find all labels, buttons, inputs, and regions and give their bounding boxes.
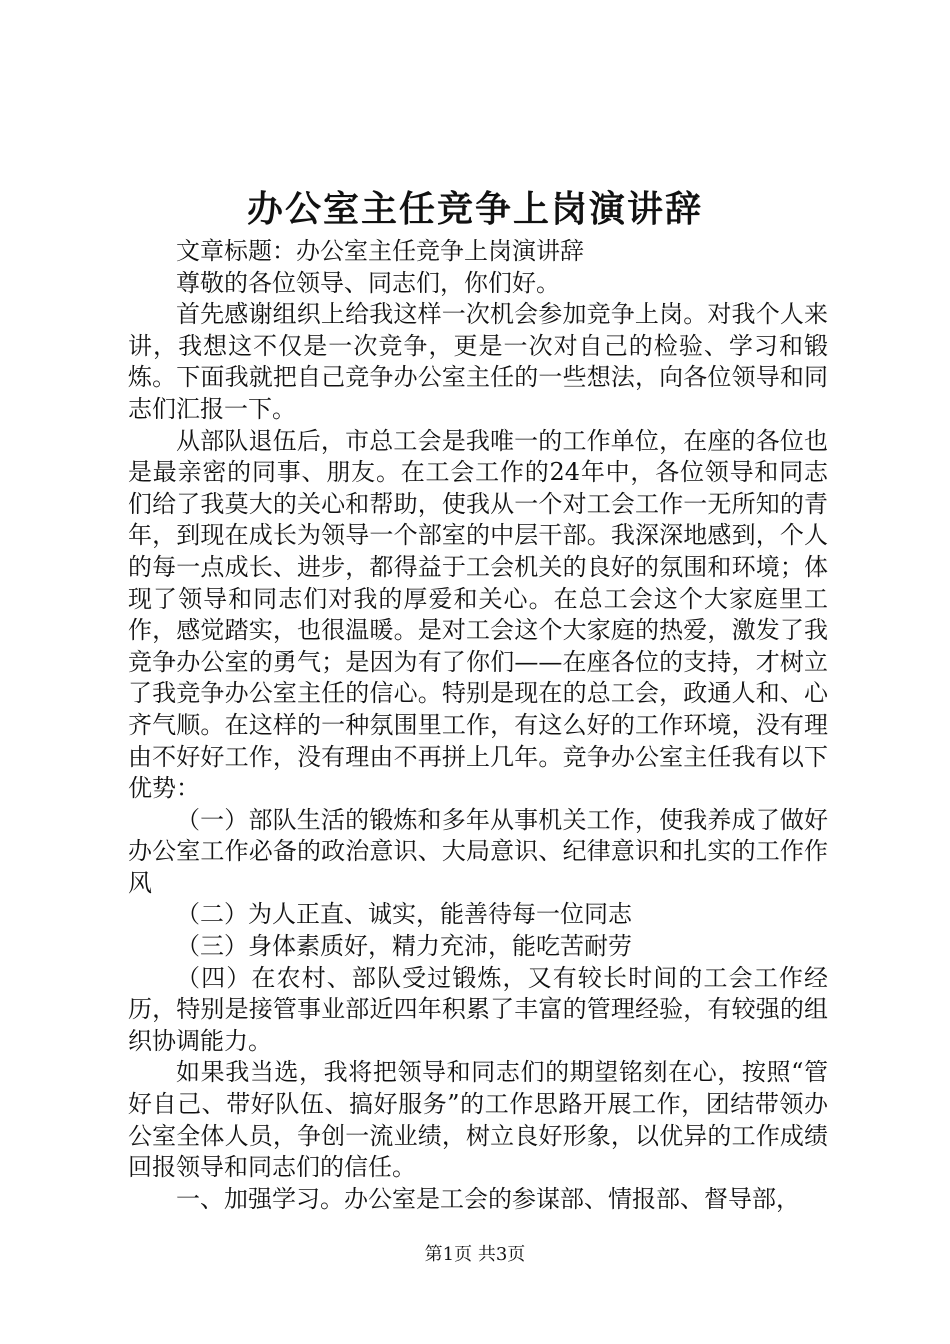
document-title: 办公室主任竞争上岗演讲辞	[246, 188, 703, 230]
paragraph-greeting: 尊敬的各位领导、同志们，你们好。	[176, 268, 560, 297]
paragraph-article-title: 文章标题：办公室主任竞争上岗演讲辞	[176, 237, 584, 265]
document-body	[128, 236, 828, 1215]
paragraph-advantage-2: （二）为人正直、诚实，能善待每一位同志	[176, 900, 632, 929]
paragraph-commitment: 如果我当选，我将把领导和同志们的期望铭刻在心，按照“管好自己、带好队伍、搞好服务”的工作思路开展工作，团结带领办公室全体人员，争创一流业绩，树立良好形象，以优异的工作成绩回报领导和同志们的信任。	[128, 1058, 828, 1182]
paragraph-intro: 首先感谢组织上给我这样一次机会参加竞争上岗。对我个人来讲，我想这不仅是一次竞争，更是一次对自己的检验、学习和锻炼。下面我就把自己竞争办公室主任的一些想法，向各位领导和同志们汇报一下。	[128, 300, 828, 423]
paragraph-advantage-4: （四）在农村、部队受过锻炼，又有较长时间的工会工作经历，特别是接管事业部近四年积累了丰富的管理经验，有较强的组织协调能力。	[128, 963, 828, 1055]
paragraph-section-1: 一、加强学习。办公室是工会的参谋部、情报部、督导部，	[176, 1184, 800, 1213]
page-footer: 第1页 共3页	[424, 1244, 526, 1265]
paragraph-advantage-3: （三）身体素质好，精力充沛，能吃苦耐劳	[176, 932, 632, 961]
paragraph-advantage-1: （一）部队生活的锻炼和多年从事机关工作，使我养成了做好办公室工作必备的政治意识、大局意识、纪律意识和扎实的工作作风	[128, 805, 828, 897]
paragraph-background: 从部队退伍后，市总工会是我唯一的工作单位，在座的各位也是最亲密的同事、朋友。在工会工作的24年中，各位领导和同志们给了我莫大的关心和帮助，使我从一个对工会工作一无所知的青年，到现在成长为领导一个部室的中层干部。我深深地感到，个人的每一点成长、进步，都得益于工会机关的良好的氛围和环境；体现了领导和同志们对我的厚爱和关心。在总工会这个大家庭里工作，感觉踏实，也很温暖。是对工会这个大家庭的热爱，激发了我竞争办公室的勇气；是因为有了你们——在座各位的支持，才树立了我竞争办公室主任的信心。特别是现在的总工会，政通人和、心齐气顺。在这样的一种氛围里工作，有这么好的工作环境，没有理由不好好工作，没有理由不再拼上几年。竞争办公室主任我有以下优势：	[128, 426, 828, 803]
